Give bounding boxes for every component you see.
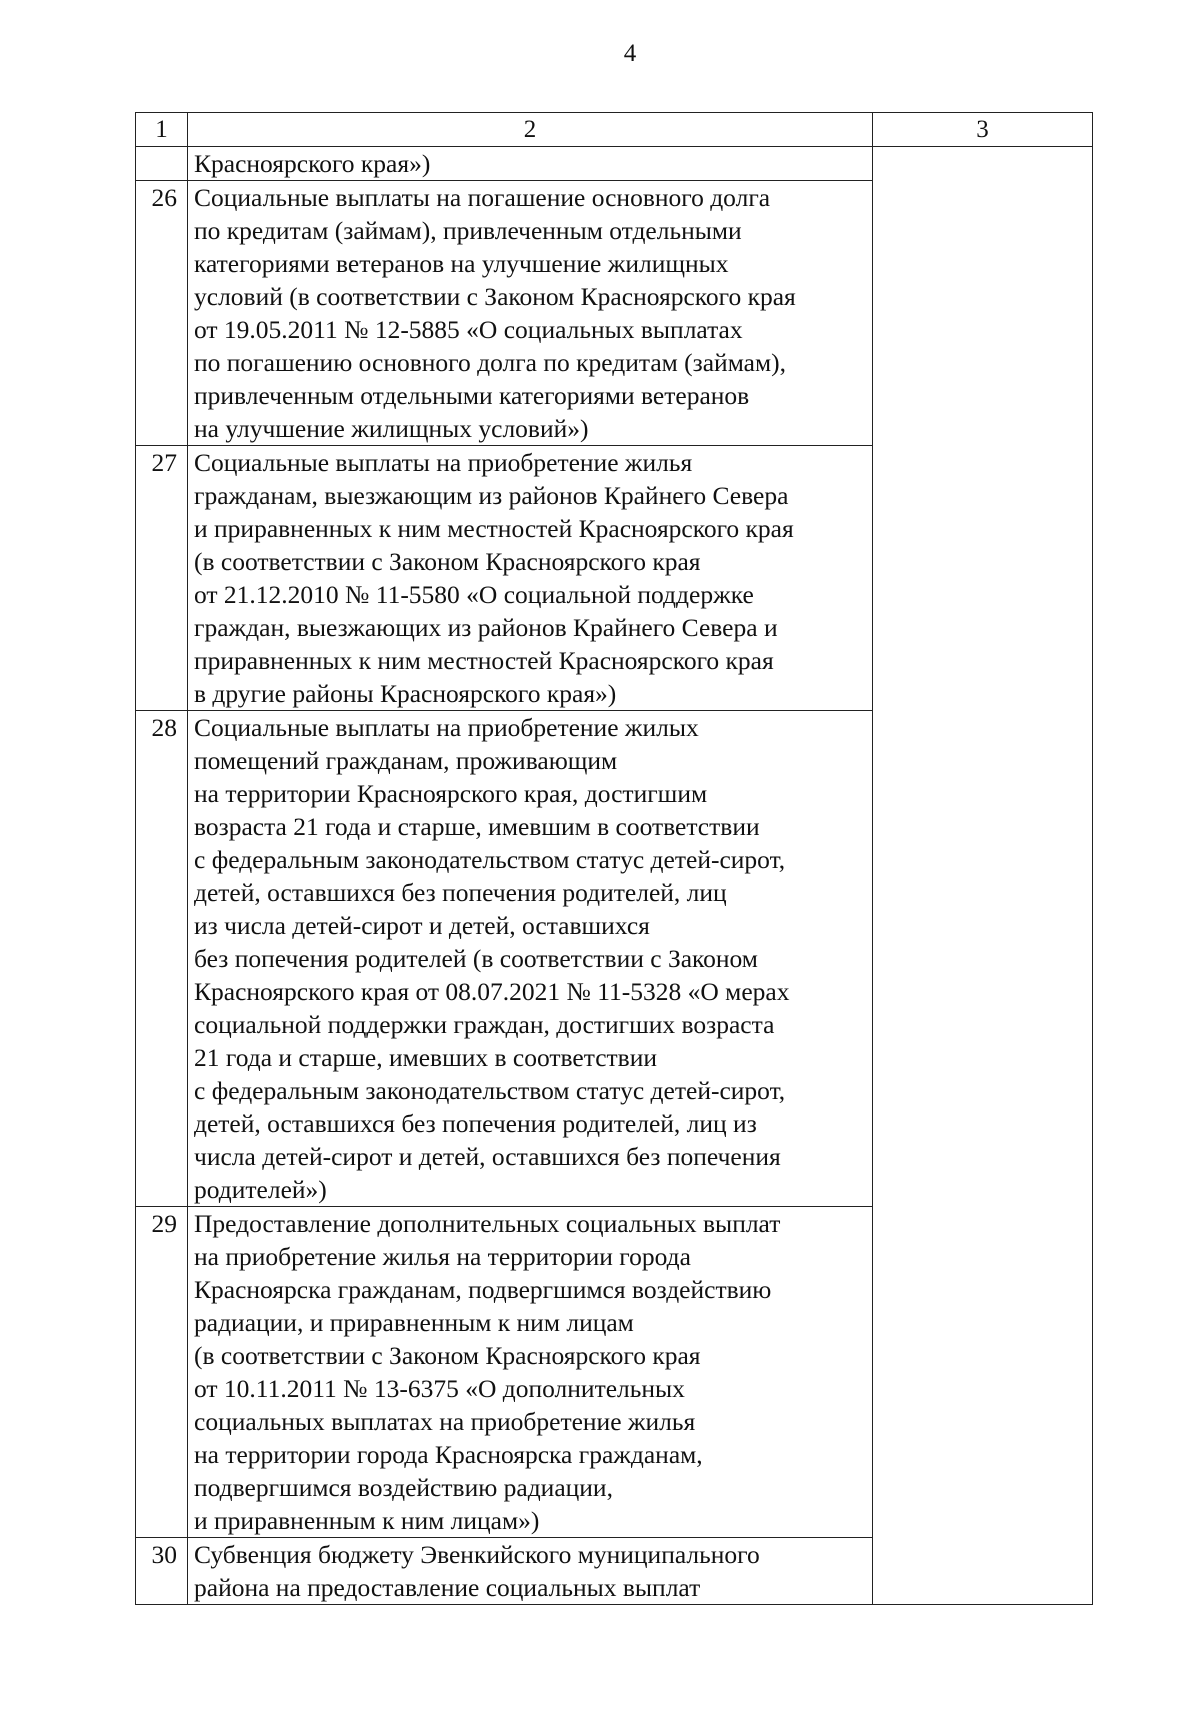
row-number: 30 [136, 1538, 188, 1605]
header-col-2: 2 [188, 113, 873, 147]
table-row [136, 147, 1093, 181]
row-number: 28 [136, 711, 188, 1207]
table-header-row [136, 113, 1093, 147]
row-description: Субвенция бюджету Эвенкийского муниципального района на предоставление социальных выплат [188, 1538, 873, 1605]
row-number: 27 [136, 446, 188, 711]
row-description: Красноярского края») [188, 147, 873, 181]
header-col-3: 3 [873, 113, 1093, 147]
row-number: 29 [136, 1207, 188, 1538]
row-description: Социальные выплаты на приобретение жилья гражданам, выезжающим из районов Крайнего Севера и приравненных к ним местностей Красноярского края (в соответствии с Законом Красноярского края от 21.12.2010 № 11-5580 «О социальной поддержке граждан, выезжающих из районов Крайнего Севера и приравненных к ним местностей Красноярского края в другие районы Красноярского края») [188, 446, 873, 711]
row-description: Предоставление дополнительных социальных выплат на приобретение жилья на территории города Красноярска гражданам, подвергшимся воздействию радиации, и приравненным к ним лицам (в соответствии с Законом Красноярского края от 10.11.2011 № 13-6375 «О дополнительных социальных выплатах на приобретение жилья на территории города Красноярска гражданам, подвергшимся воздействию радиации, и приравненным к ним лицам») [188, 1207, 873, 1538]
column-3-cell [873, 147, 1093, 1605]
row-description: Социальные выплаты на приобретение жилых помещений гражданам, проживающим на территории Красноярского края, достигшим возраста 21 года и старше, имевшим в соответствии с федеральным законодательством статус детей-сирот, детей, оставшихся без попечения родителей, лиц из числа детей-сирот и детей, оставшихся без попечения родителей (в соответствии с Законом Красноярского края от 08.07.2021 № 11-5328 «О мерах социальной поддержки граждан, достигших возраста 21 года и старше, имевших в соответствии с федеральным законодательством статус детей-сирот, детей, оставшихся без попечения родителей, лиц из числа детей-сирот и детей, оставшихся без попечения родителей») [188, 711, 873, 1207]
row-number [136, 147, 188, 181]
page-number: 4 [623, 40, 637, 67]
row-description: Социальные выплаты на погашение основного долга по кредитам (займам), привлеченным отдельными категориями ветеранов на улучшение жилищных условий (в соответствии с Законом Красноярского края от 19.05.2011 № 12-5885 «О социальных выплатах по погашению основного долга по кредитам (займам), привлеченным отдельными категориями ветеранов на улучшение жилищных условий») [188, 181, 873, 446]
row-number: 26 [136, 181, 188, 446]
header-col-1: 1 [136, 113, 188, 147]
document-table [135, 112, 1093, 1605]
